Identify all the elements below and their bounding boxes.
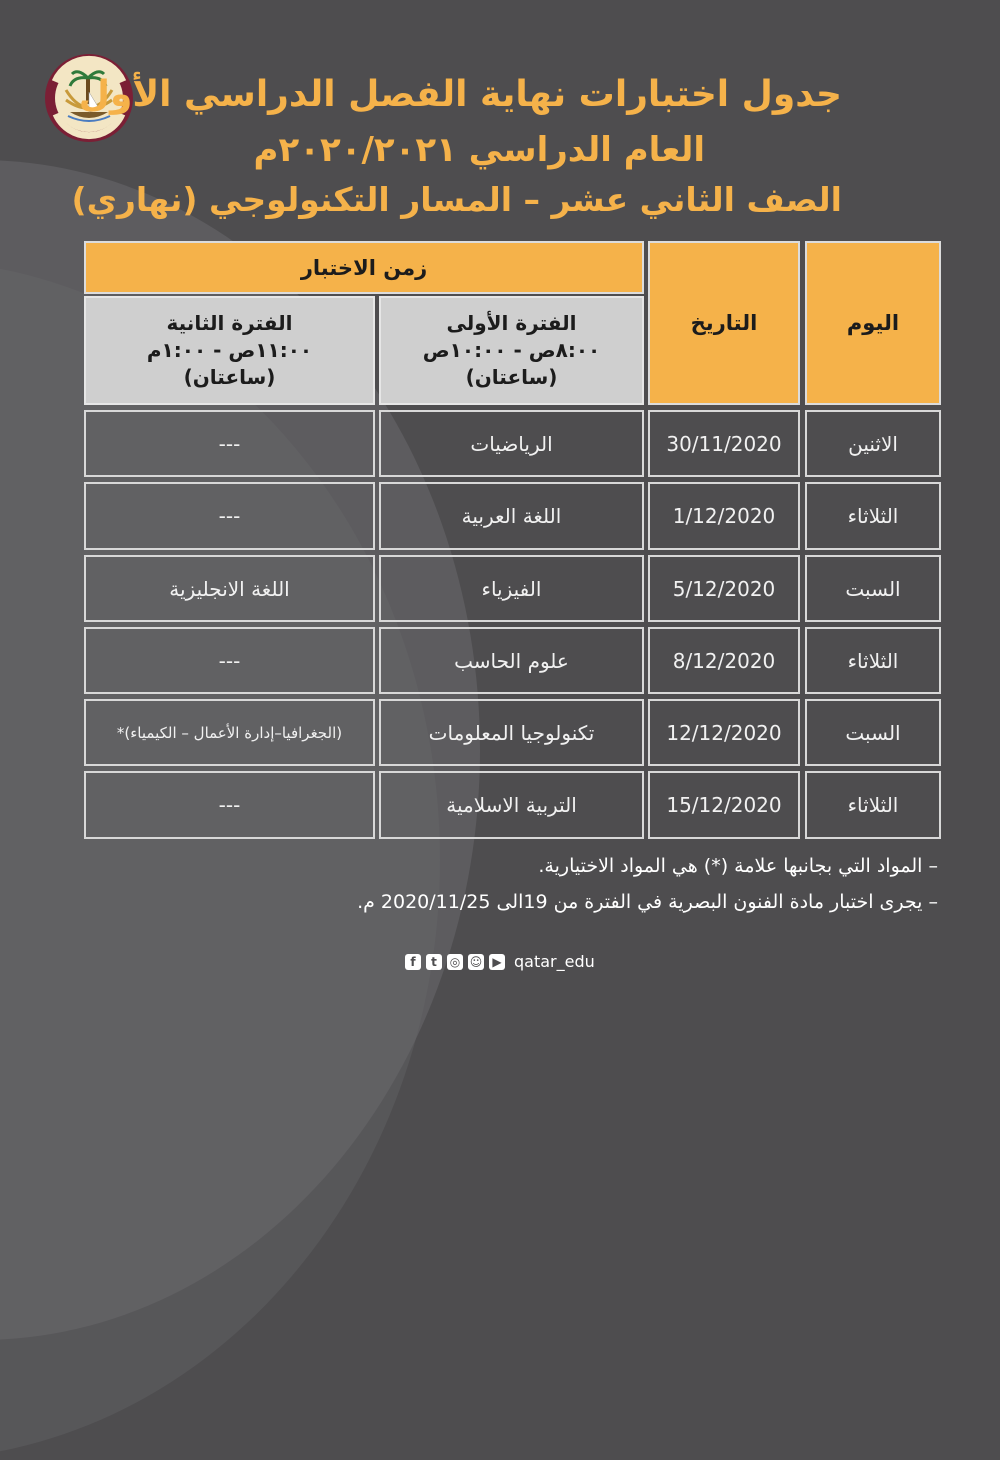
period-2-time: ١١:٠٠ص - ١:٠٠م — [146, 338, 313, 362]
period-1-title: الفترة الأولى — [446, 311, 577, 335]
row-3-period-2: اللغة الانجليزية — [84, 555, 375, 622]
row-6-period-1: التربية الاسلامية — [379, 771, 644, 839]
row-6-day: الثلاثاء — [805, 771, 941, 839]
row-6-date: 15/12/2020 — [648, 771, 800, 839]
row-2-period-2: --- — [84, 482, 375, 550]
header-day: اليوم — [805, 241, 941, 405]
row-1-day: الاثنين — [805, 410, 941, 477]
social-footer — [405, 952, 595, 971]
row-4-period-1: علوم الحاسب — [379, 627, 644, 694]
row-4-period-2: --- — [84, 627, 375, 694]
row-3-period-1: الفيزياء — [379, 555, 644, 622]
row-2-period-1: اللغة العربية — [379, 482, 644, 550]
snapchat-icon[interactable]: ☺ — [469, 954, 483, 969]
period-2-duration: (ساعتان) — [183, 365, 276, 389]
header-period-2 — [84, 296, 375, 405]
header-period-1 — [379, 296, 644, 405]
academic-year-title: العام الدراسي ٢٠٢٠/٢٠٢١م — [253, 130, 705, 170]
row-5-day: السبت — [805, 699, 941, 766]
row-6-period-2: --- — [84, 771, 375, 839]
header-date: التاريخ — [648, 241, 800, 405]
row-5-date: 12/12/2020 — [648, 699, 800, 766]
header-exam-time: زمن الاختبار — [84, 241, 644, 294]
period-2-title: الفترة الثانية — [166, 311, 293, 335]
instagram-icon[interactable]: ◎ — [447, 954, 463, 970]
row-5-period-1: تكنولوجيا المعلومات — [379, 699, 644, 766]
twitter-icon[interactable]: t — [426, 954, 442, 970]
page-title: جدول اختبارات نهاية الفصل الدراسي الأول — [78, 74, 842, 115]
row-5-period-2: (الجغرافيا–إدارة الأعمال – الكيمياء)* — [84, 699, 375, 766]
row-4-date: 8/12/2020 — [648, 627, 800, 694]
youtube-icon[interactable]: ▶ — [489, 954, 505, 970]
row-2-day: الثلاثاء — [805, 482, 941, 550]
row-2-date: 1/12/2020 — [648, 482, 800, 550]
row-3-date: 5/12/2020 — [648, 555, 800, 622]
social-handle[interactable]: qatar_edu — [514, 952, 595, 971]
facebook-icon[interactable]: f — [405, 954, 421, 970]
note-optional-subjects: – المواد التي بجانبها علامة (*) هي المواد الاختيارية. — [538, 855, 938, 877]
period-1-duration: (ساعتان) — [465, 365, 558, 389]
row-1-period-2: --- — [84, 410, 375, 477]
row-3-day: السبت — [805, 555, 941, 622]
period-1-time: ٨:٠٠ص - ١٠:٠٠ص — [422, 338, 601, 362]
note-visual-arts: – يجرى اختبار مادة الفنون البصرية في الفترة من 19الى 2020/11/25 م. — [357, 891, 938, 913]
row-4-day: الثلاثاء — [805, 627, 941, 694]
row-1-date: 30/11/2020 — [648, 410, 800, 477]
row-1-period-1: الرياضيات — [379, 410, 644, 477]
grade-track-title: الصف الثاني عشر – المسار التكنولوجي (نهاري) — [71, 180, 842, 219]
